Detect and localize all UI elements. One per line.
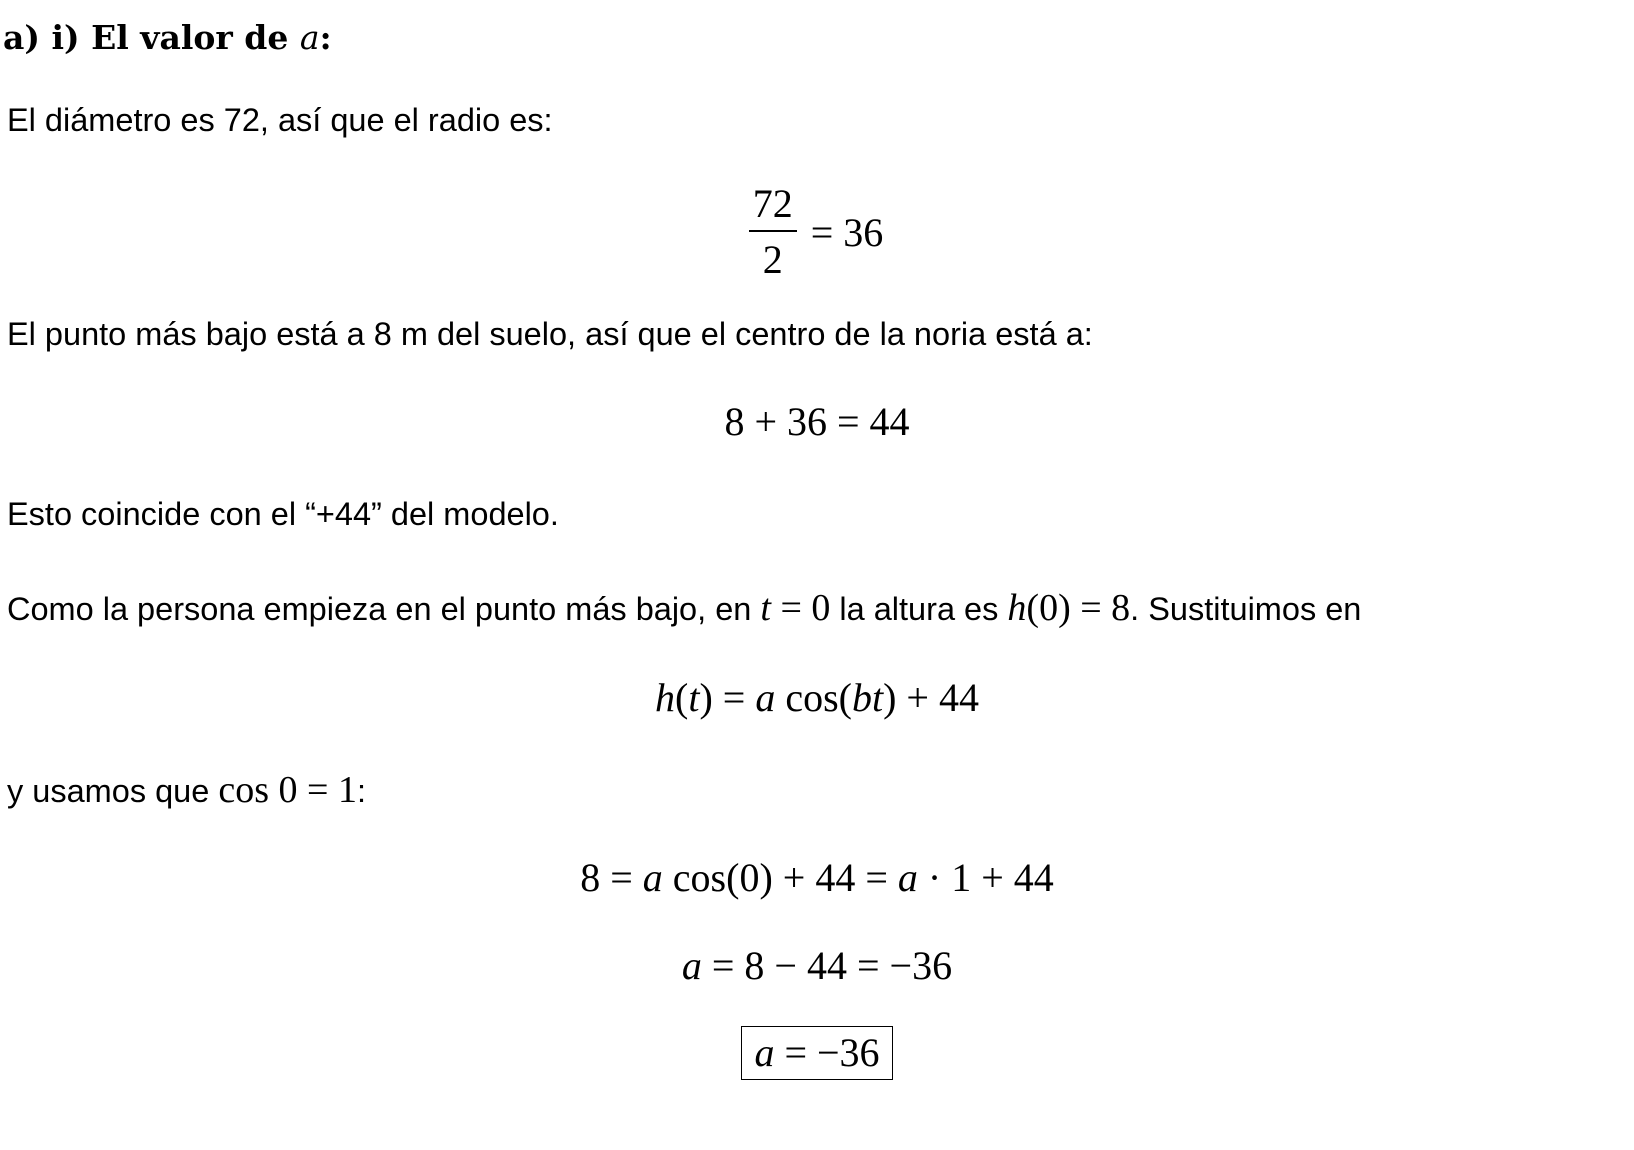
- equation-center-height: 8 + 36 = 44: [724, 399, 910, 444]
- equation-radius: [0, 182, 1634, 282]
- heading-suffix: :: [319, 18, 332, 57]
- boxed-answer: [741, 1026, 892, 1080]
- eq3-rest: ) + 44: [883, 675, 979, 720]
- p4-part3: . Sustituimos en: [1130, 591, 1362, 627]
- p4-math-h: h: [1007, 587, 1027, 629]
- eq3-t: t: [688, 675, 700, 720]
- eq3-close: ) =: [699, 675, 756, 720]
- p4-math-h-value: (0) = 8: [1026, 587, 1131, 629]
- radius-result: = 36: [810, 209, 884, 255]
- p5-part1: y usamos que: [7, 773, 219, 809]
- p4-math-t-value: = 0: [770, 587, 831, 629]
- eq4-mid: cos(0) + 44 =: [662, 855, 898, 900]
- paragraph-initial-condition: [7, 588, 1361, 629]
- heading-variable: a: [299, 18, 320, 57]
- paragraph-lowest-point: El punto más bajo está a 8 m del suelo, así que el centro de la noria está a:: [7, 316, 1093, 352]
- eq4-start: 8 =: [580, 855, 643, 900]
- paragraph-model-match: Esto coincide con el “+44” del modelo.: [7, 496, 559, 532]
- eq4-a2: a: [897, 855, 918, 900]
- p5-part2: :: [356, 773, 366, 809]
- p4-math-t: t: [760, 587, 771, 629]
- equation-model: [0, 674, 1634, 722]
- eq3-h: h: [655, 675, 675, 720]
- eq3-cos: cos(: [775, 675, 852, 720]
- eq3-a: a: [755, 675, 776, 720]
- fraction-numerator: 72: [749, 184, 797, 232]
- eq6-rest: = −36: [774, 1030, 880, 1075]
- section-heading: [3, 14, 332, 62]
- paragraph-diameter: El diámetro es 72, así que el radio es:: [7, 102, 553, 138]
- eq6-a: a: [754, 1030, 775, 1075]
- equation-solve-a: [0, 942, 1634, 990]
- eq3-bt: bt: [851, 675, 884, 720]
- equation-final-answer: [0, 1026, 1634, 1080]
- fraction: [749, 181, 797, 282]
- p5-math: cos 0 = 1: [218, 769, 357, 811]
- eq4-end: · 1 + 44: [917, 855, 1054, 900]
- eq5-a: a: [681, 943, 702, 988]
- heading-prefix: a) i) El valor de: [3, 18, 300, 57]
- p4-part1: Como la persona empieza en el punto más bajo, en: [7, 591, 761, 627]
- paragraph-cos-identity: [7, 770, 366, 811]
- p4-part2: la altura es: [830, 591, 1008, 627]
- eq3-open: (: [675, 675, 689, 720]
- eq5-rest: = 8 − 44 = −36: [701, 943, 953, 988]
- fraction-denominator: 2: [762, 237, 783, 282]
- equation-substitution: [0, 854, 1634, 902]
- eq4-a1: a: [642, 855, 663, 900]
